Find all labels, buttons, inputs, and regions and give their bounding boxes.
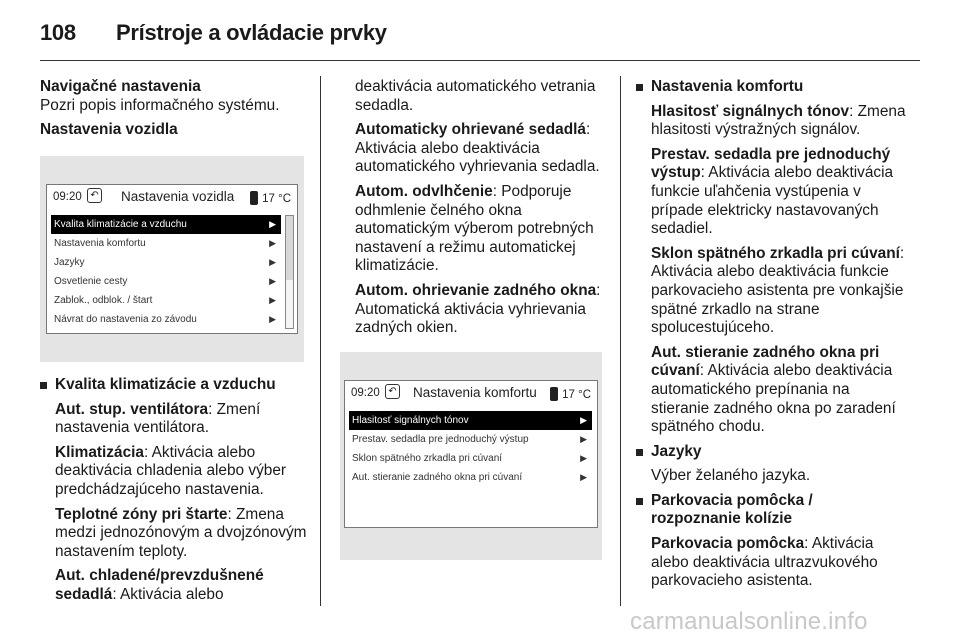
thermometer-icon [550,387,558,401]
clock-text: 09:20 [351,387,380,399]
column-3: Nastavenia komfortu Hlasitosť signálnych tónov: Zmena hlasitosti výstražných signálov. Prestav. sedadla pre jednoduchý výstup: Aktivácia alebo deaktivácia funkcie uľahčenia vystúpenia v prípade elektricky nastavovaných sedadiel. Sklon spätného zrkadla pri cúvaní: Aktivácia alebo deaktivácia funkcie parkovacieho asistenta pre vonkajšie spätné zrkadlo na strane spolucestujúceho. Aut. stieranie zadného okna pri cúvaní: Aktivácia alebo deaktivácia automatického prepínania na stieranie zadného okna po zaradení spätného chodu. Jazyky Výber želaného jazyka. Parkovacia pomôcka / rozpoznanie kolízie Parkovacia pomôcka: Aktivácia alebo deaktivácia ultrazvukového parkovacieho asistenta. [636,78,906,597]
screen-title: Nastavenia komfortu [413,385,537,400]
ac-label: Klimatizácia [55,443,144,461]
defog-label: Autom. odvlhčenie [355,182,493,200]
chevron-right-icon: ▶ [269,238,276,248]
languages-heading: Jazyky [651,442,702,460]
chevron-right-icon: ▶ [580,415,587,425]
column-1-lower: Kvalita klimatizácie a vzduchu Aut. stup. ventilátora: Zmení nastavenia ventilátora. Klimatizácia: Aktivácia alebo deaktivácia chladenia alebo výber predchádzajúceho nastavenia. Teplotné zóny pri štarte: Zmena medzi jednozónovým a dvojzónovým nastavením teploty. Aut. chladené/prevzdušnené sedadlá: Aktivácia alebo [40,376,312,611]
back-icon: ↶ [385,384,400,399]
bullet-icon [636,84,643,91]
chevron-right-icon: ▶ [269,276,276,286]
vehicle-settings-heading: Nastavenia vozidla [40,121,178,139]
bullet-icon [636,449,643,456]
thermometer-icon [250,191,258,205]
nav-settings-text: Pozri popis informačného systému. [40,96,280,114]
chevron-right-icon: ▶ [580,453,587,463]
menu-item-signal-volume[interactable]: Hlasitosť signálnych tónov ▶ [349,411,592,430]
menu-item-lock-unlock[interactable]: Zablok., odblok. / štart ▶ [51,291,281,310]
screenshot-vehicle-settings [40,156,304,362]
chevron-right-icon: ▶ [269,219,276,229]
screenshot-comfort-settings [340,352,602,560]
air-quality-heading: Kvalita klimatizácie a vzduchu [55,376,276,393]
wiper-label: Aut. stieranie zadného okna pri cúvaní [651,343,880,380]
back-icon: ↶ [87,188,102,203]
heated-seats-label: Automaticky ohrievané sedadlá [355,121,586,139]
nav-settings-heading: Navigačné nastavenia [40,78,201,95]
seat-cool-label: Aut. chladené/prevzdušnené sedadlá [55,567,264,603]
rear-heat-label: Autom. ohrievanie zadného okna [355,281,597,299]
watermark: carmanualsonline.info [630,608,868,635]
comfort-heading: Nastavenia komfortu [651,78,804,95]
menu-item-factory-reset[interactable]: Návrat do nastavenia zo závodu ▶ [51,310,281,329]
column-2: deaktivácia automatického vetrania sedadla. Automaticky ohrievané sedadlá: Aktivácia alebo deaktivácia automatického vyhrievania sedadla. Autom. odvlhčenie: Podporuje odhmlenie čelného okna automatickým výberom potrebných nastavení a režimu automatickej klimatizácie. Autom. ohrievanie zadného okna: Automatická aktivácia vyhrievania zadných okien. [340,78,608,344]
scrollbar[interactable] [285,215,294,329]
clock-text: 09:20 [53,191,82,203]
display-screen [46,184,298,334]
menu-item-mirror-tilt[interactable]: Sklon spätného zrkadla pri cúvaní ▶ [349,449,592,468]
chevron-right-icon: ▶ [580,472,587,482]
zone-label: Teplotné zóny pri štarte [55,505,228,523]
screen-title: Nastavenia vozidla [121,189,235,204]
chevron-right-icon: ▶ [580,434,587,444]
display-screen [344,380,598,528]
mirror-label: Sklon spätného zrkadla pri cúvaní [651,244,900,262]
menu-item-rear-wiper[interactable]: Aut. stieranie zadného okna pri cúvaní ▶ [349,468,592,487]
temperature-readout: 17 °C [550,387,591,401]
column-divider-1 [320,76,321,606]
column-divider-2 [620,76,621,606]
seat-vent-continued: deaktivácia automatického vetrania sedadla. [355,78,596,114]
menu-item-languages[interactable]: Jazyky ▶ [51,253,281,272]
chevron-right-icon: ▶ [269,314,276,324]
parking-label: Parkovacia pomôcka [651,535,805,553]
menu-item-path-lighting[interactable]: Osvetlenie cesty ▶ [51,272,281,291]
column-1 [40,78,310,146]
parking-heading: Parkovacia pomôcka / rozpoznanie kolízie [651,491,813,528]
chevron-right-icon: ▶ [269,257,276,267]
easy-exit-label: Prestav. sedadla pre jednoduchý výstup [651,145,891,182]
page-number: 108 [40,20,76,45]
volume-label: Hlasitosť signálnych tónov [651,102,850,120]
menu-item-easy-exit[interactable]: Prestav. sedadla pre jednoduchý výstup ▶ [349,430,592,449]
page-title: Prístroje a ovládacie prvky [116,20,387,45]
menu-item-comfort[interactable]: Nastavenia komfortu ▶ [51,234,281,253]
header-rule [40,60,920,61]
page-header [40,20,387,46]
languages-text: Výber želaného jazyka. [651,467,811,485]
bullet-icon [40,382,47,389]
temperature-readout: 17 °C [250,191,291,205]
chevron-right-icon: ▶ [269,295,276,305]
menu-item-air-quality[interactable]: Kvalita klimatizácie a vzduchu ▶ [51,215,281,234]
fan-label: Aut. stup. ventilátora [55,400,209,418]
bullet-icon [636,498,643,505]
